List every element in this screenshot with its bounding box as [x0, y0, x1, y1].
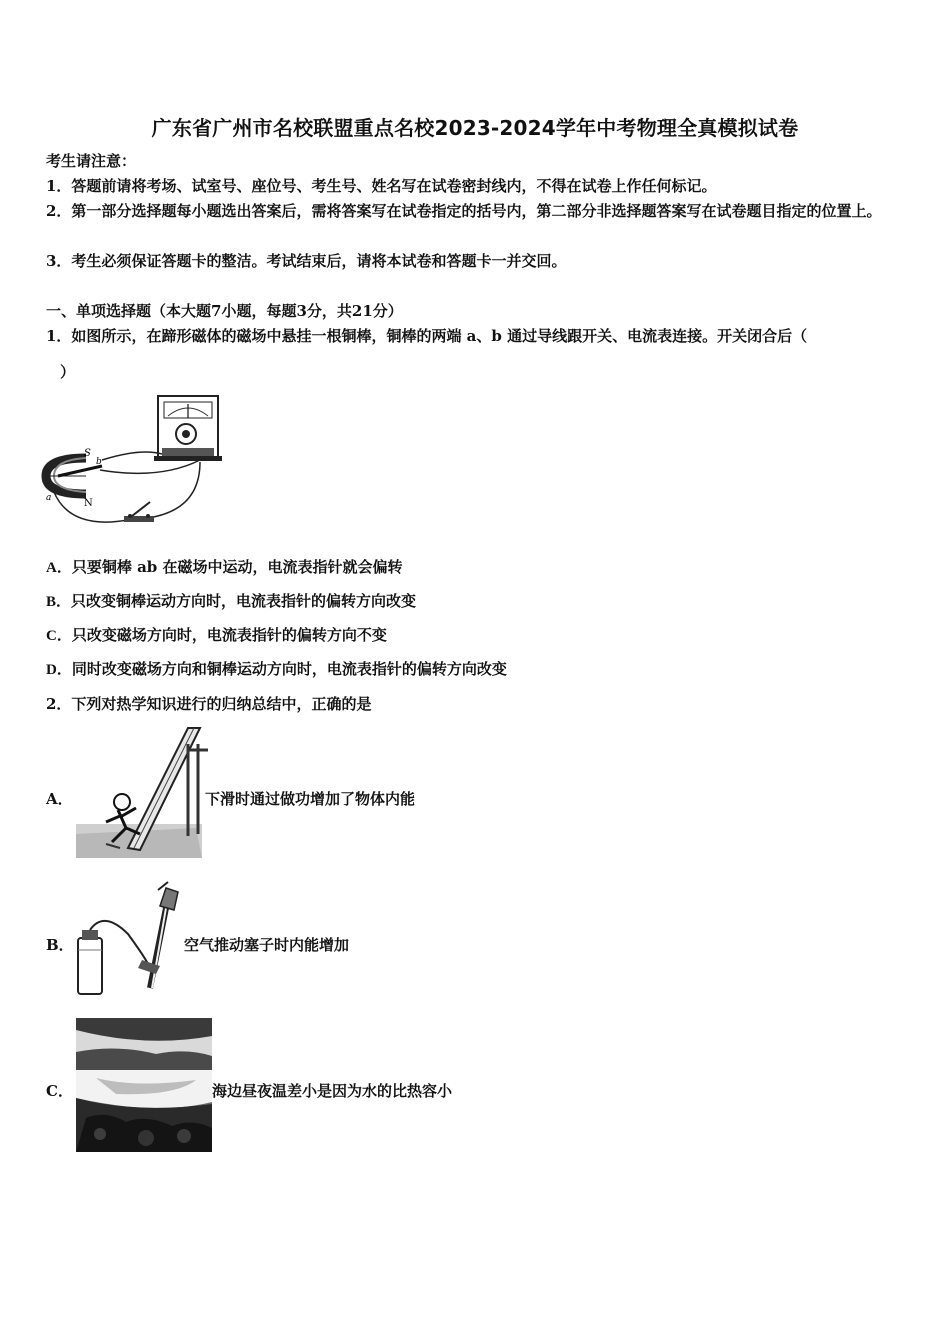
q2-option-b-text: 空气推动塞子时内能增加 [184, 936, 350, 954]
slide-child-image [76, 724, 208, 860]
q2-option-c-letter: C． [46, 1082, 73, 1100]
seaside-photo-image [76, 1018, 212, 1152]
notice-item-3: 3．考生必须保证答题卡的整洁。考试结束后，请将本试卷和答题卡一并交回。 [46, 252, 567, 270]
q1-figure [40, 390, 230, 538]
magnet-label-s: S [84, 448, 91, 459]
q1-option-d: D．同时改变磁场方向和铜棒运动方向时，电流表指针的偏转方向改变 [46, 660, 507, 678]
rod-label-a: a [46, 493, 52, 503]
pump-bottle-image [74, 880, 186, 998]
magnet-label-n: N [84, 498, 93, 509]
q2-option-c-text: 海边昼夜温差小是因为水的比热容小 [212, 1082, 453, 1100]
q1-stem-end: ） [60, 363, 76, 381]
q1-option-c: C．只改变磁场方向时，电流表指针的偏转方向不变 [46, 626, 387, 644]
section-heading: 一、单项选择题（本大题7小题，每题3分，共21分） [46, 302, 403, 320]
notice-item-2: 2．第一部分选择题每小题选出答案后，需将答案写在试卷指定的括号内，第二部分非选择题答案写在试卷题目指定的位置上。 [46, 202, 882, 220]
page-title: 广东省广州市名校联盟重点名校2023-2024学年中考物理全真模拟试卷 [151, 116, 799, 140]
notice-heading: 考生请注意： [46, 152, 137, 170]
q1-stem: 1．如图所示，在蹄形磁体的磁场中悬挂一根铜棒，铜棒的两端 a、b 通过导线跟开关、电流表连接。开关闭合后（ [46, 327, 808, 345]
q1-option-a: A．只要铜棒 ab 在磁场中运动，电流表指针就会偏转 [46, 558, 403, 576]
notice-item-1: 1．答题前请将考场、试室号、座位号、考生号、姓名写在试卷密封线内，不得在试卷上作任何标记。 [46, 177, 717, 195]
q2-option-a-letter: A． [46, 790, 73, 808]
q2-option-a-text: 下滑时通过做功增加了物体内能 [205, 790, 416, 808]
q2-stem: 2．下列对热学知识进行的归纳总结中，正确的是 [46, 695, 372, 713]
q1-option-b: B．只改变铜棒运动方向时，电流表指针的偏转方向改变 [46, 592, 417, 610]
q2-option-b-letter: B． [46, 936, 74, 954]
rod-label-b: b [96, 457, 102, 467]
